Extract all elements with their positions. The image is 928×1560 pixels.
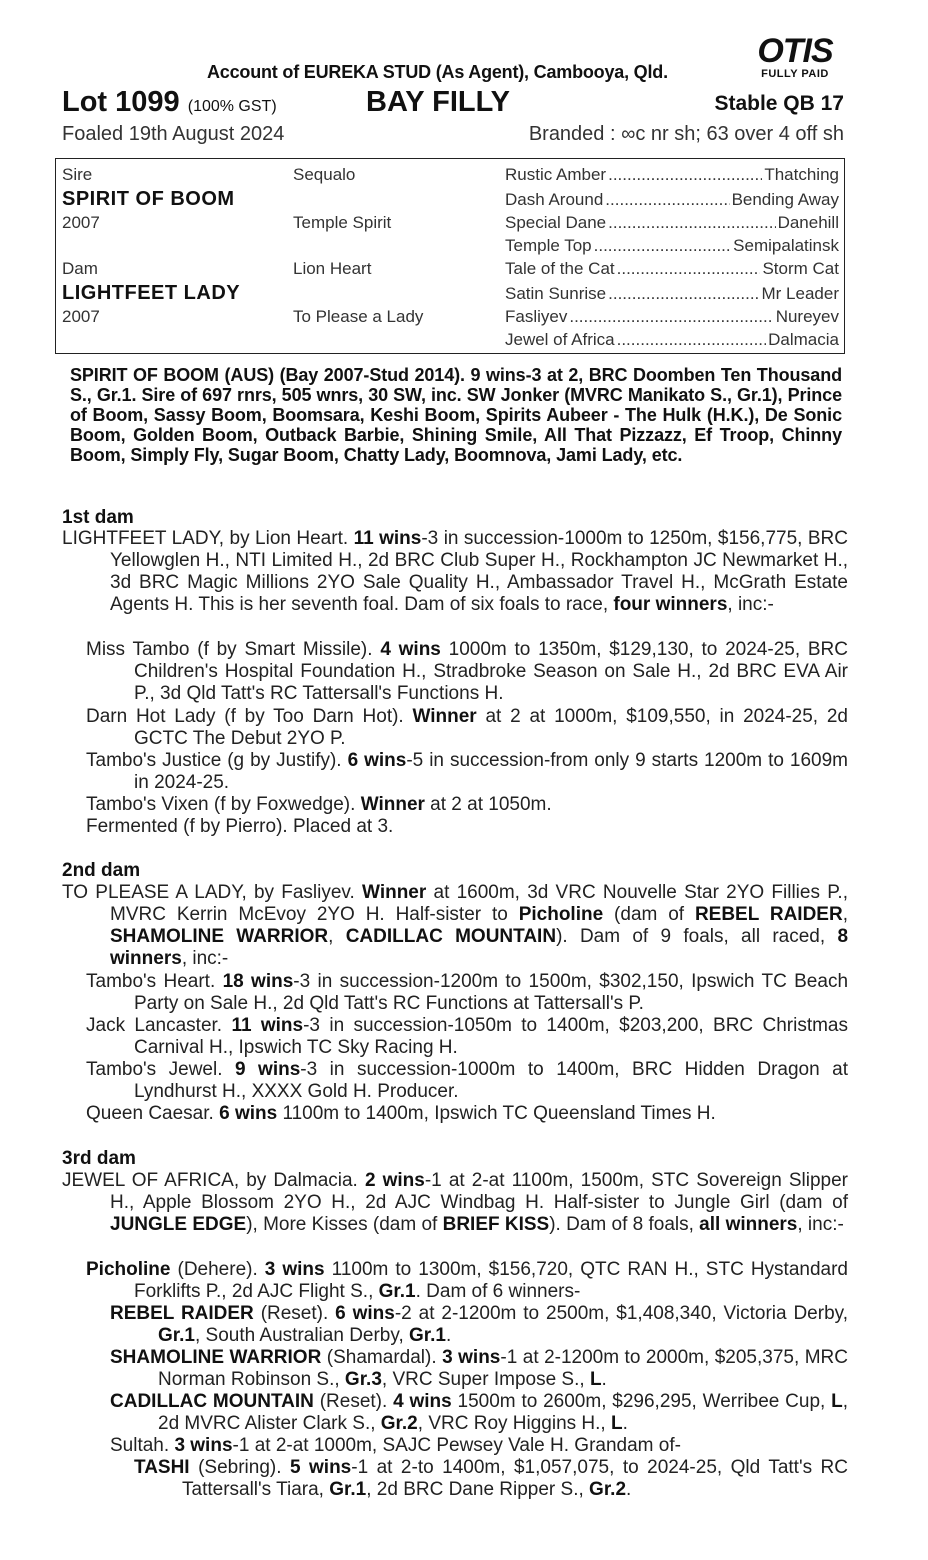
logo-fully-paid: FULLY PAID [761,68,829,80]
first-dam-foal: Tambo's Vixen (f by Foxwedge). Winner at 2 at 1050m. [86,794,552,815]
shamoline-warrior-entry: SHAMOLINE WARRIOR (Shamardal). 3 wins-1 at 2-1200m to 2000m, $205,375, MRC Norman Robinson S., Gr.3, VRC Super Impose S., L. [110,1347,849,1390]
third-dam-heading: 3rd dam [62,1148,136,1169]
sire-year: 2007 [62,213,100,232]
gen3-line: Jewel of Africa ..... Dalmacia [505,330,839,350]
dam-dam: To Please a Lady [293,307,424,326]
pedigree-table [55,158,845,354]
sire-summary: SPIRIT OF BOOM (AUS) (Bay 2007-Stud 2014). 9 wins-3 at 2, BRC Doomben Ten Thousand S., Gr.1. Sire of 697 rnrs, 505 wnrs, 30 SW, inc. SW Jonker (MVRC Manikato S., Gr.1), Prince of Boom, Sassy Boom, Boomsara, Keshi Boom, Spirits Aubeer - The Hulk (H.K.), De Sonic Boom, Golden Boom, Outback Barbie, Shining Smile, All That Pizzazz, Ef Troop, Chinny Boom, Simply Fly, Sugar Boom, Chatty Lady, Boomnova, Jami Lady, etc. [70,365,842,465]
tashi-entry: TASHI (Sebring). 5 wins-1 at 2-to 1400m, $1,057,075, to 2024-25, Qld Tatt's RC Tattersall's Tiara, Gr.1, 2d BRC Dane Ripper S., Gr.2. [134,1457,849,1500]
gen3-line: Special Dane ..... Danehill [505,213,839,233]
foaled-date: Foaled 19th August 2024 [62,123,285,145]
consignor-account: Account of EUREKA STUD (As Agent), Cambooya, Qld. [207,62,668,82]
first-dam-foal: Tambo's Justice (g by Justify). 6 wins-5 in succession-from only 9 starts 1200m to 1609m in 2024-25. [86,750,849,793]
first-dam-foal: Miss Tambo (f by Smart Missile). 4 wins 1000m to 1350m, $129,130, to 2024-25, BRC Children's Hospital Foundation H., Stradbroke Season on Sale H., 2d BRC EVA Air P., 3d Qld Tatt's RC Tattersall's Functions H. [86,639,849,704]
first-dam-foal: Darn Hot Lady (f by Too Darn Hot). Winner at 2 at 1000m, $109,550, in 2024-25, 2d GCTC The Debut 2YO P. [86,706,848,749]
second-dam-heading: 2nd dam [62,860,141,881]
first-dam-intro: LIGHTFEET LADY, by Lion Heart. 11 wins-3 in succession-1000m to 1250m, $156,775, BRC Yellowglen H., NTI Limited H., 2d BRC Club Super H., Rockhampton JC Newmarket H., 3d BRC Magic Millions 2YO Sale Quality H., Ambassador Travel H., McGrath Estate Agents H. This is her seventh foal. Dam of six foals to race, four winners, inc:- [62,528,848,615]
second-dam-foal: Tambo's Jewel. 9 wins-3 in succession-1000m to 1400m, BRC Hidden Dragon at Lyndhurst H., XXXX Gold H. Producer. [86,1059,849,1102]
second-dam-intro: TO PLEASE A LADY, by Fasliyev. Winner at 1600m, 3d VRC Nouvelle Star 2YO Fillies P., MVRC Kerrin McEvoy 2YO H. Half-sister to Picholine (dam of REBEL RAIDER, SHAMOLINE WARRIOR, CADILLAC MOUNTAIN). Dam of 9 foals, all raced, 8 winners, inc:- [62,882,849,969]
gen3-line: Rustic Amber ..... Thatching [505,165,839,185]
second-dam-foal: Queen Caesar. 6 wins 1100m to 1400m, Ipswich TC Queensland Times H. [86,1103,716,1124]
second-dam-foal: Jack Lancaster. 11 wins-3 in succession-1050m to 1400m, $203,200, BRC Christmas Carnival H., Ipswich TC Sky Racing H. [86,1015,848,1058]
first-dam-heading: 1st dam [62,507,134,528]
sire-dam: Temple Spirit [293,213,392,232]
third-dam-intro: JEWEL OF AFRICA, by Dalmacia. 2 wins-1 at 2-at 1100m, 1500m, STC Sovereign Slipper H., Apple Blossom 2YO H., 2d AJC Windbag H. Half-sister to Jungle Girl (dam of JUNGLE EDGE), More Kisses (dam of BRIEF KISS). Dam of 8 foals, all winners, inc:- [62,1170,848,1235]
gen3-line: Temple Top ..... Semipalatinsk [505,236,839,256]
cadillac-mountain-entry: CADILLAC MOUNTAIN (Reset). 4 wins 1500m to 2600m, $296,295, Werribee Cup, L, 2d MVRC Alister Clark S., Gr.2, VRC Roy Higgins H., L. [110,1391,849,1434]
picholine-entry: Picholine (Dehere). 3 wins 1100m to 1300m, $156,720, QTC RAN H., STC Hystandard Forklifts P., 2d AJC Flight S., Gr.1. Dam of 6 winners- [86,1259,848,1302]
stable-number: Stable QB 17 [714,92,844,115]
sire-label: Sire [62,165,93,184]
dam-year: 2007 [62,307,100,326]
sire-sire: Sequalo [293,165,356,184]
sire-name: SPIRIT OF BOOM [62,188,235,210]
brand-description: Branded : ∞c nr sh; 63 over 4 off sh [528,123,844,145]
gst-note: (100% GST) [187,98,277,115]
dam-name: LIGHTFEET LADY [62,282,241,304]
sex-color: BAY FILLY [366,86,510,118]
lot-number [62,86,277,119]
gen3-line: Dash Around ..... Bending Away [505,190,839,210]
dam-label: Dam [62,259,98,278]
second-dam-foal: Tambo's Heart. 18 wins-3 in succession-1200m to 1500m, $302,150, Ipswich TC Beach Party on Sale H., 2d Qld Tatt's RC Functions at Tattersall's P. [86,971,849,1014]
gen3-line: Fasliyev ..... Nureyev [505,307,839,327]
lot-label: Lot 1099 [62,86,180,118]
sultah-entry: Sultah. 3 wins-1 at 2-at 1000m, SAJC Pewsey Vale H. Grandam of- [110,1435,681,1456]
otis-logo [745,34,845,80]
gen3-line: Tale of the Cat ..... Storm Cat [505,259,839,279]
gen3-line: Satin Sunrise ..... Mr Leader [505,284,839,304]
rebel-raider-entry: REBEL RAIDER (Reset). 6 wins-2 at 2-1200m to 2500m, $1,408,340, Victoria Derby, Gr.1, South Australian Derby, Gr.1. [110,1303,849,1346]
logo-mark: OTIS [757,32,833,70]
dam-sire: Lion Heart [293,259,372,278]
first-dam-foal: Fermented (f by Pierro). Placed at 3. [86,816,394,837]
